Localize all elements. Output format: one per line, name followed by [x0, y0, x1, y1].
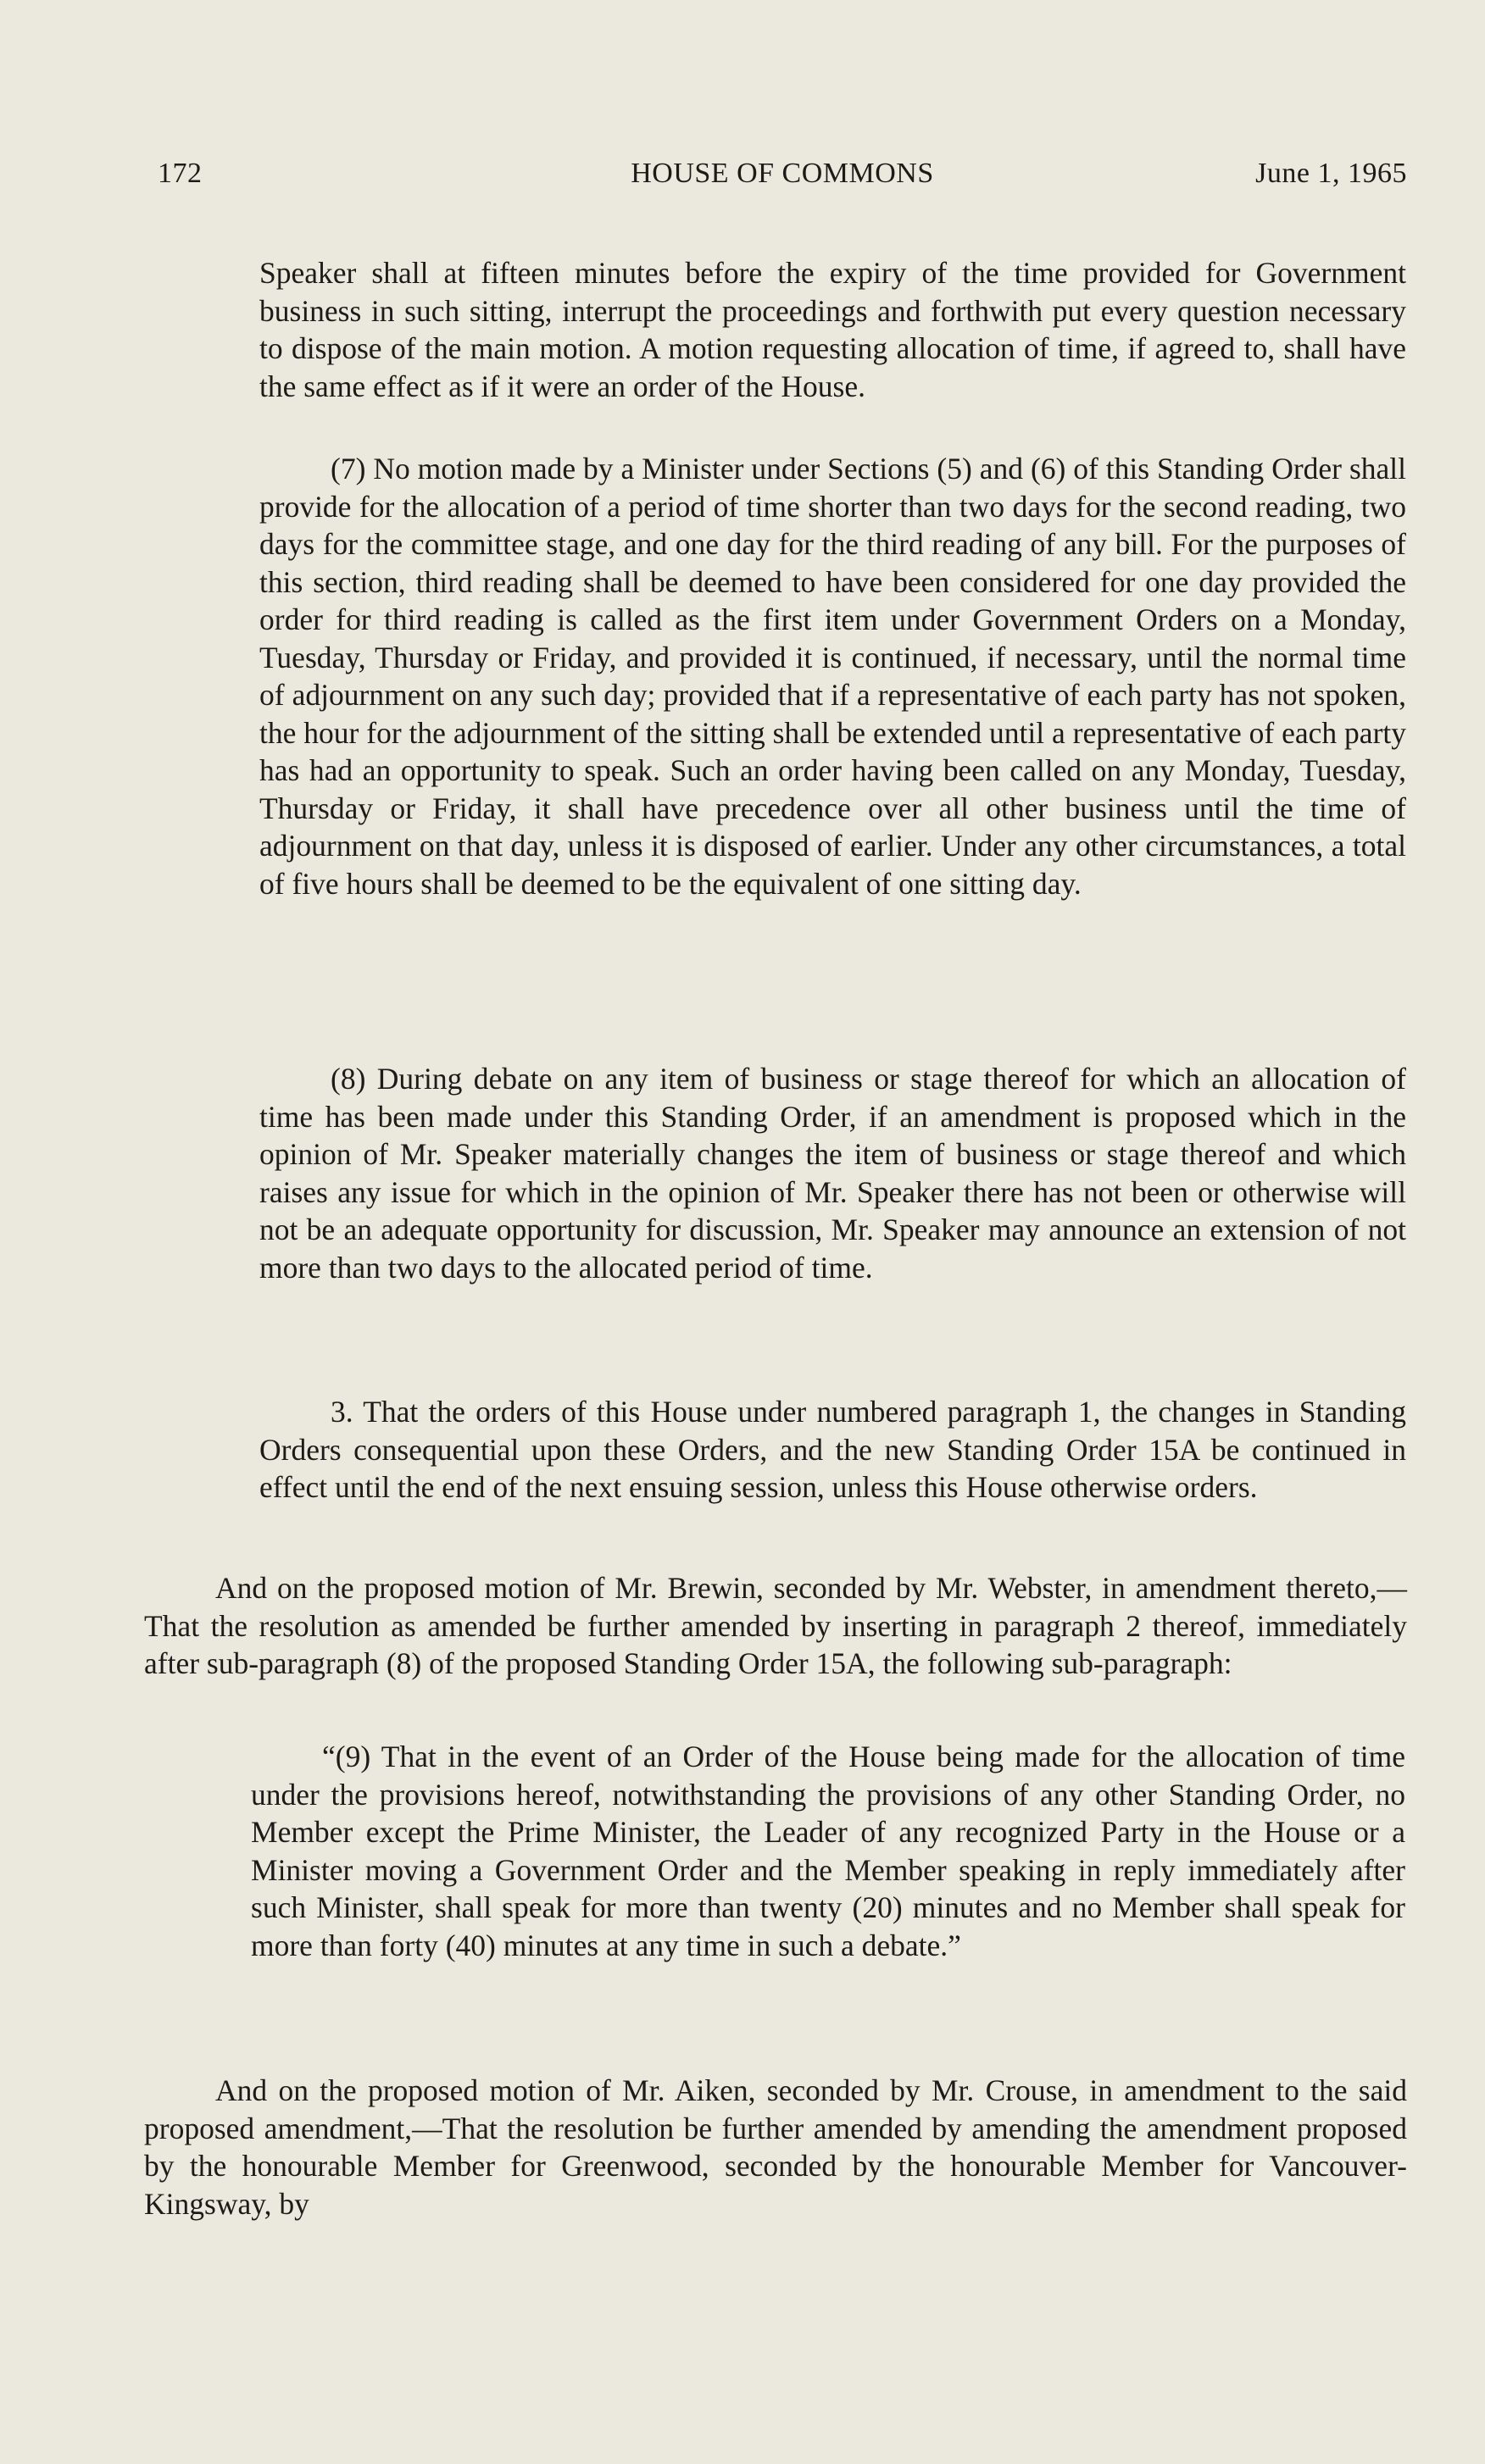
running-header — [158, 158, 1407, 200]
journal-title: HOUSE OF COMMONS — [631, 158, 934, 189]
page-number: 172 — [158, 158, 203, 189]
paragraph-aiken-subamendment: And on the proposed motion of Mr. Aiken, seconded by Mr. Crouse, in amendment to the said proposed amendment,—That the resolution be further amended by amending the amendment proposed by the honourable Member for Greenwood, seconded by the honourable Member for Vancouver-Kingsway, by — [144, 2073, 1407, 2221]
page-date: June 1, 1965 — [1255, 158, 1407, 189]
paragraph-subsection-7: (7) No motion made by a Minister under Sections (5) and (6) of this Standing Order shall provide for the allocation of a period of time shorter than two days for the second reading, two days for the committee stage, and one day for the third reading of any bill. For the purposes of this section, third reading shall be deemed to have been considered for one day provided the order for third reading is called as the first item under Government Orders on a Monday, Tuesday, Thursday or Friday, and provided it is continued, if necessary, until the normal time of adjournment on any such day; provided that if a representative of each party has not spoken, the hour for the adjournment of the sitting shall be extended until a representative of each party has had an opportunity to speak. Such an order having been called on any Monday, Tuesday, Thursday or Friday, it shall have precedence over all other business until the time of adjournment on that day, unless it is disposed of earlier. Under any other circumstances, a total of five hours shall be deemed to be the equivalent of one sitting day. — [259, 452, 1406, 901]
paragraph-continuation: Speaker shall at fifteen minutes before the expiry of the time provided for Government business in such sitting, interrupt the proceedings and forthwith put every question necessary to dispose of the main motion. A motion requesting allocation of time, if agreed to, shall have the same effect as if it were an order of the House. — [259, 256, 1406, 403]
paragraph-clause-3: 3. That the orders of this House under numbered paragraph 1, the changes in Standing Orders consequential upon these Orders, and the new Standing Order 15A be continued in effect until the end of the next ensuing session, unless this House otherwise orders. — [259, 1395, 1406, 1504]
paragraph-subsection-8: (8) During debate on any item of business or stage thereof for which an allocation of time has been made under this Standing Order, if an amendment is proposed which in the opinion of Mr. Speaker materially changes the item of business or stage thereof and which raises any issue for which in the opinion of Mr. Speaker there has not been or otherwise will not be an adequate opportunity for discussion, Mr. Speaker may announce an extension of not more than two days to the allocated period of time. — [259, 1062, 1406, 1285]
paragraph-brewin-amendment: And on the proposed motion of Mr. Brewin, seconded by Mr. Webster, in amendment thereto,—That the resolution as amended be further amended by inserting in paragraph 2 thereof, immediately after sub-paragraph (8) of the proposed Standing Order 15A, the following sub-paragraph: — [144, 1571, 1407, 1680]
quoted-subparagraph-9: “(9) That in the event of an Order of the House being made for the allocation of time under the provisions hereof, notwithstanding the provisions of any other Standing Order, no Member except the Prime Minister, the Leader of any recognized Party in the House or a Minister moving a Government Order and the Member speaking in reply immediately after such Minister, shall speak for more than twenty (20) minutes and no Member shall speak for more than forty (40) minutes at any time in such a debate.” — [251, 1740, 1405, 1962]
